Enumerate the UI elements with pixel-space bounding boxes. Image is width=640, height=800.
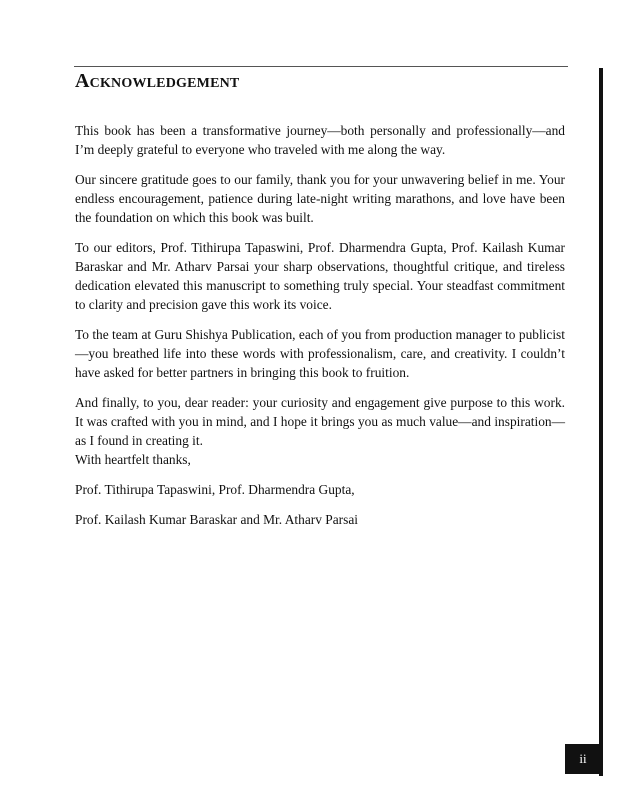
paragraph: Our sincere gratitude goes to our family, thank you for your unwavering belief in me. Your endless encouragement, patience during late-night writing marathons, and love have been the foundation on which this book was built.	[75, 172, 565, 225]
page-edge-bar	[599, 68, 603, 776]
acknowledgement-body	[75, 121, 565, 461]
closing-block	[75, 450, 565, 540]
header-rule	[74, 66, 568, 67]
page-number: ii	[565, 744, 601, 774]
paragraph: To our editors, Prof. Tithirupa Tapaswini, Prof. Dharmendra Gupta, Prof. Kailash Kumar Baraskar and Mr. Atharv Parsai your sharp observations, thoughtful critique, and tireless dedication elevated this manuscript to something truly special. Your steadfast commitment to clarity and precision gave this work its voice.	[75, 240, 565, 312]
page-title: Acknowledgement	[75, 70, 240, 92]
paragraph: To the team at Guru Shishya Publication, each of you from production manager to publicist—you breathed life into these words with professionalism, care, and creativity. I couldn’t have asked for better partners in bringing this book to fruition.	[75, 327, 565, 380]
paragraph: This book has been a transformative journey—both personally and professionally—and I’m deeply grateful to everyone who traveled with me along the way.	[75, 123, 565, 157]
salutation: With heartfelt thanks,	[75, 452, 191, 467]
signature-line: Prof. Tithirupa Tapaswini, Prof. Dharmendra Gupta,	[75, 482, 355, 497]
paragraph: And finally, to you, dear reader: your curiosity and engagement give purpose to this work. It was crafted with you in mind, and I hope it brings you as much value—and inspiration—as I found in creating it.	[75, 395, 565, 448]
signature-line: Prof. Kailash Kumar Baraskar and Mr. Atharv Parsai	[75, 512, 358, 527]
